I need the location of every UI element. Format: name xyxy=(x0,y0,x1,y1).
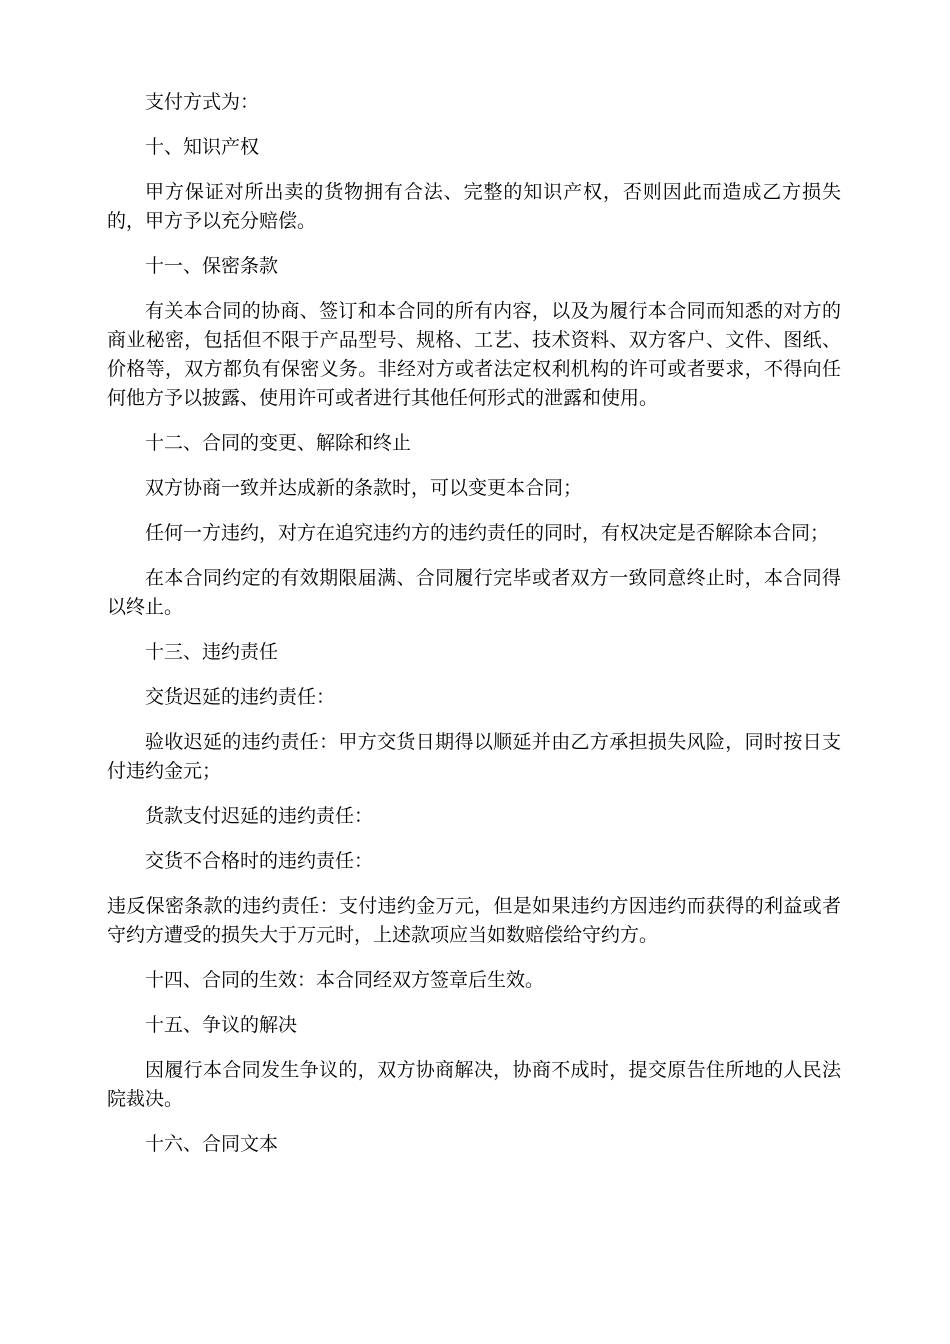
section-heading-effectiveness: 十四、合同的生效：本合同经双方签章后生效。 xyxy=(145,969,545,991)
paragraph-modification-1: 双方协商一致并达成新的条款时，可以变更本合同； xyxy=(145,477,583,499)
section-heading-contract-text: 十六、合同文本 xyxy=(145,1133,279,1155)
section-heading-confidentiality: 十一、保密条款 xyxy=(145,255,279,277)
section-heading-liability: 十三、违约责任 xyxy=(145,641,279,663)
paragraph-modification-3: 在本合同约定的有效期限届满、合同履行完毕或者双方一致同意终止时，本合同得以终止。 xyxy=(107,567,841,618)
section-heading-modification: 十二、合同的变更、解除和终止 xyxy=(145,432,412,454)
payment-method-line: 支付方式为： xyxy=(145,91,260,113)
paragraph-liability-quality: 交货不合格时的违约责任： xyxy=(145,850,374,872)
paragraph-liability-confidentiality: 违反保密条款的违约责任：支付违约金万元，但是如果违约方因违约而获得的利益或者守约方遭受的损失大于万元时，上述款项应当如数赔偿给守约方。 xyxy=(107,895,841,946)
paragraph-liability-acceptance: 验收迟延的违约责任：甲方交货日期得以顺延并由乙方承担损失风险，同时按日支付违约金元； xyxy=(107,731,841,782)
paragraph-confidentiality: 有关本合同的协商、签订和本合同的所有内容，以及为履行本合同而知悉的对方的商业秘密，包括但不限于产品型号、规格、工艺、技术资料、双方客户、文件、图纸、价格等，双方都负有保密义务。非经对方或者法定权利机构的许可或者要求，不得向任何他方予以披露、使用许可或者进行其他任何形式的泄露和使用。 xyxy=(107,300,841,409)
paragraph-dispute: 因履行本合同发生争议的，双方协商解决，协商不成时，提交原告住所地的人民法院裁决。 xyxy=(107,1059,841,1110)
section-heading-dispute: 十五、争议的解决 xyxy=(145,1014,298,1036)
document-body xyxy=(107,88,841,1175)
paragraph-liability-payment: 货款支付迟延的违约责任： xyxy=(145,805,374,827)
paragraph-ip: 甲方保证对所出卖的货物拥有合法、完整的知识产权，否则因此而造成乙方损失的，甲方予以充分赔偿。 xyxy=(107,181,841,232)
section-heading-ip: 十、知识产权 xyxy=(145,136,260,158)
paragraph-modification-2: 任何一方违约，对方在追究违约方的违约责任的同时，有权决定是否解除本合同； xyxy=(145,522,830,544)
paragraph-liability-delivery: 交货迟延的违约责任： xyxy=(145,686,336,708)
